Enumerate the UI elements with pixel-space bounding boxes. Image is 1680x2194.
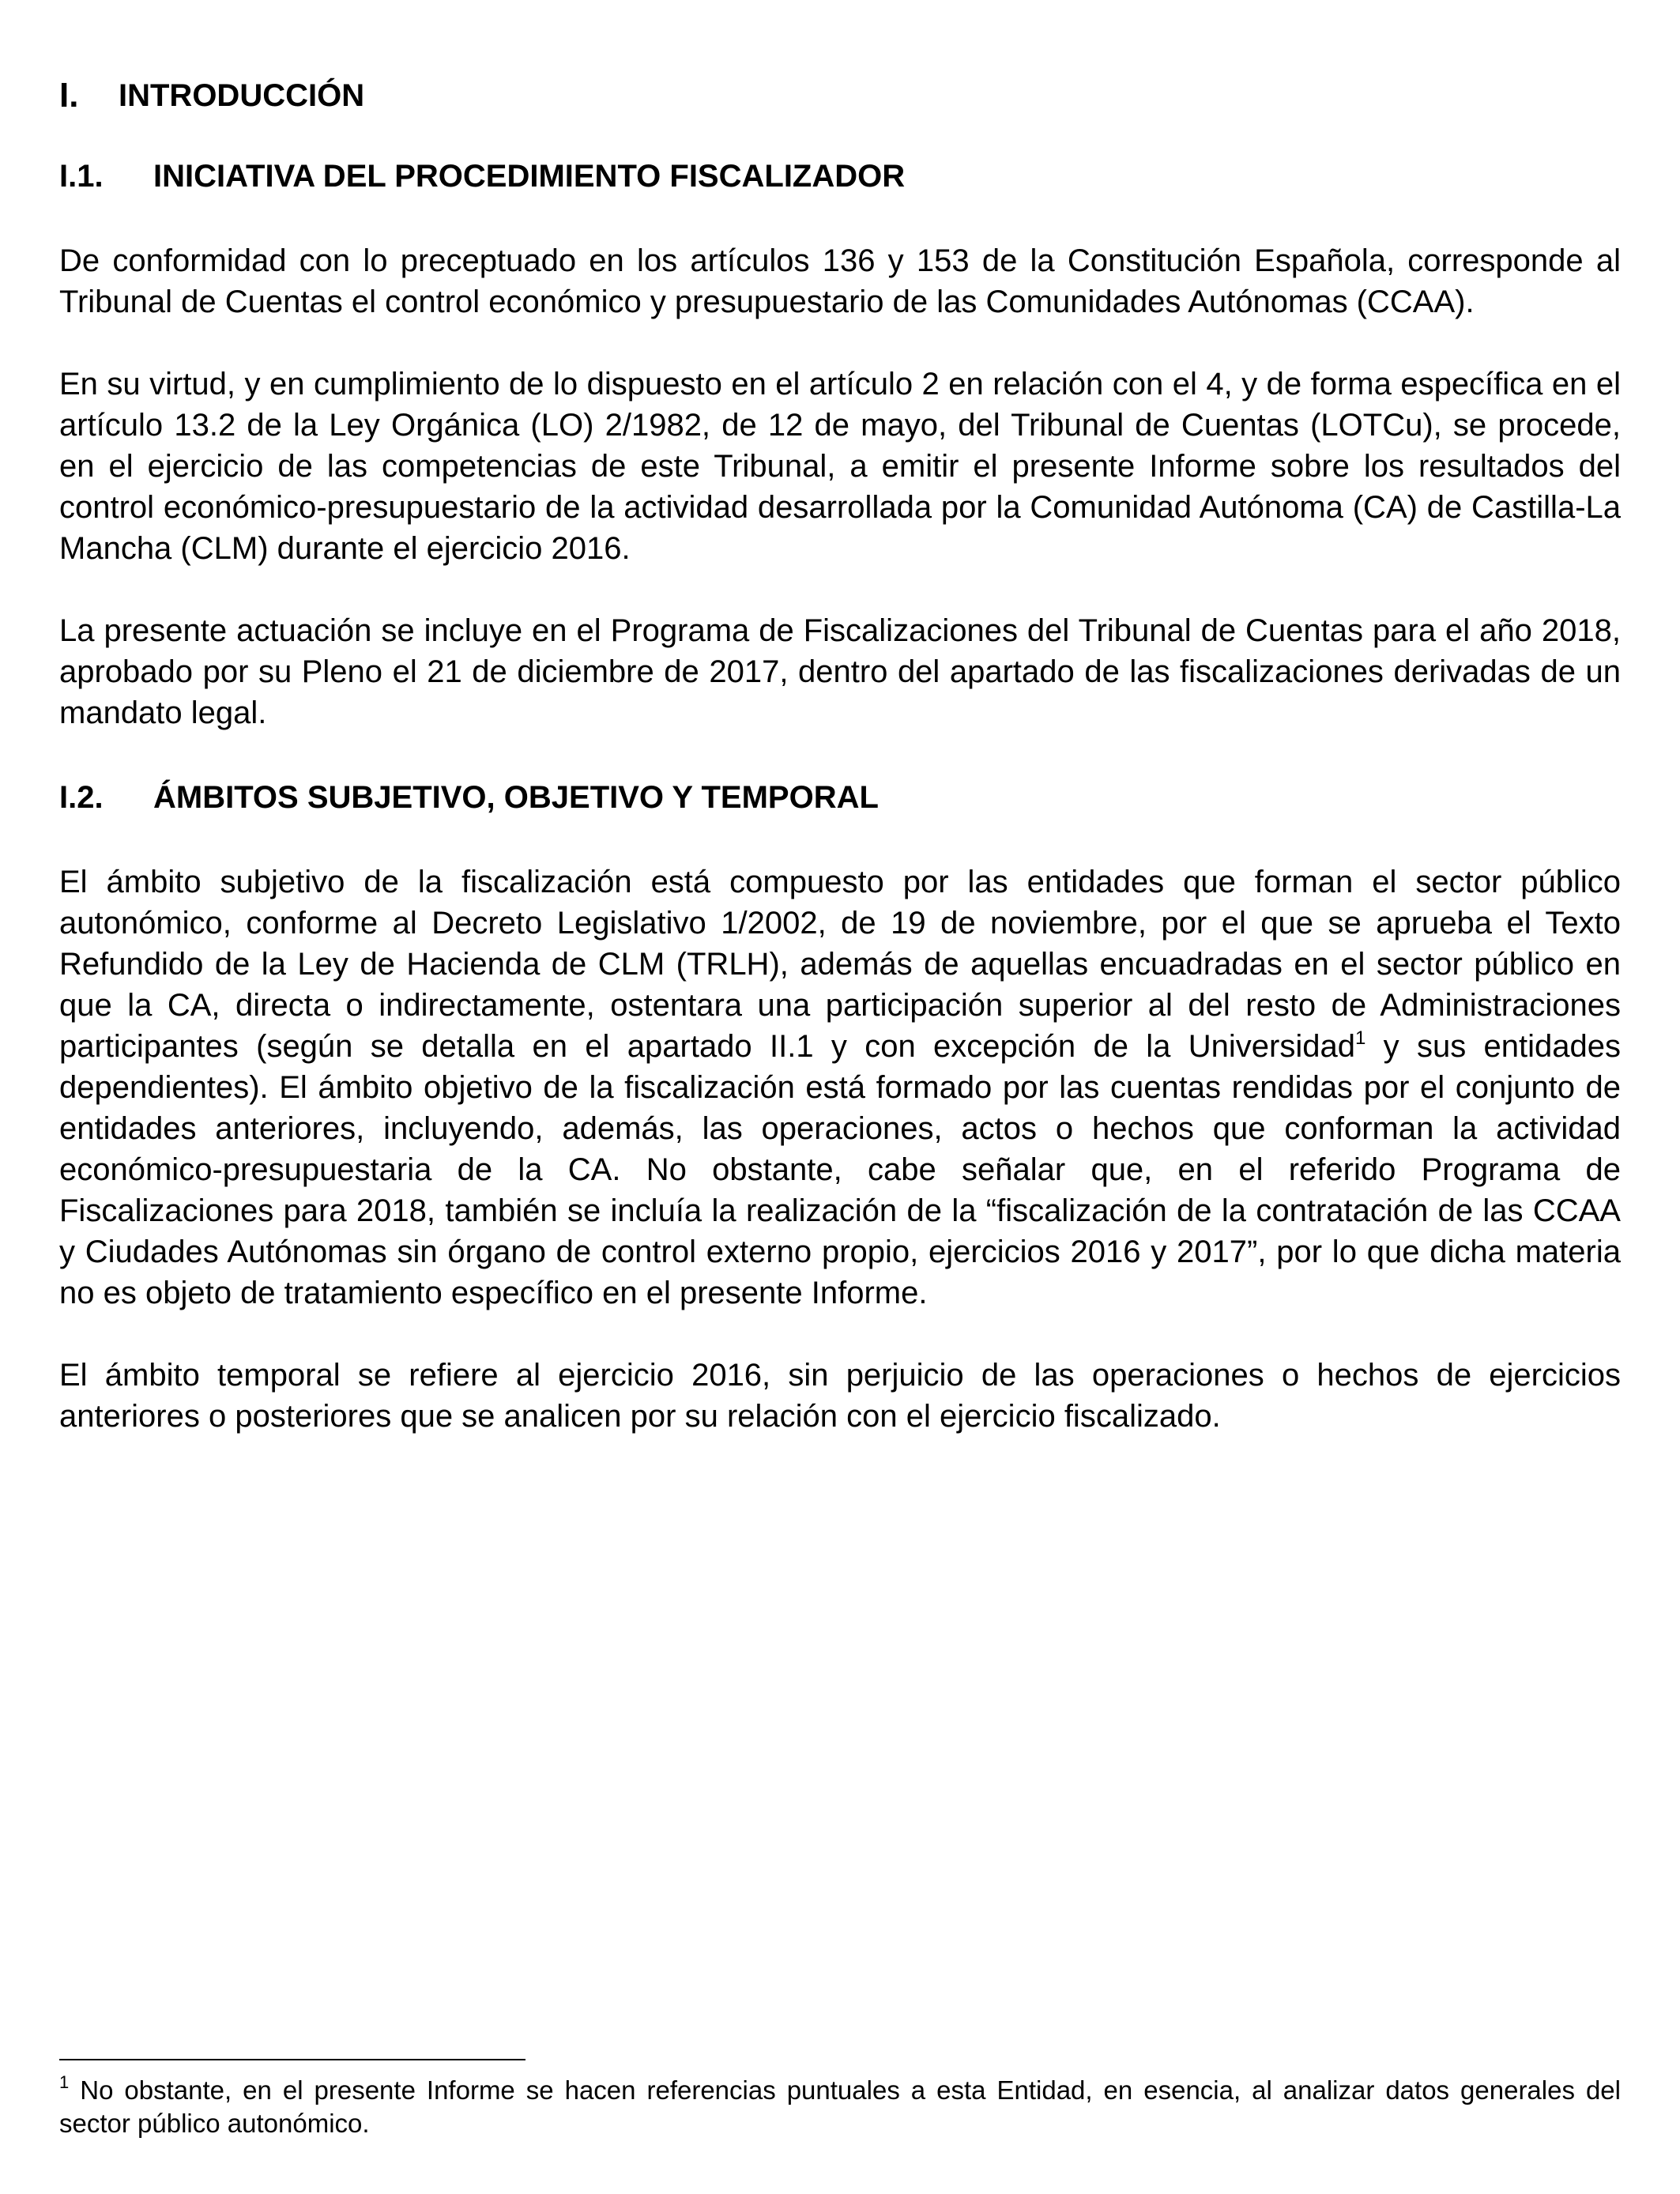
paragraph-en-su-virtud: En su virtud, y en cumplimiento de lo dispuesto en el artículo 2 en relación con el 4, y de forma específica en el artículo 13.2 de la Ley Orgánica (LO) 2/1982, de 12 de mayo, del Tribunal de Cuentas (LOTCu), se procede, en el ejercicio de las competencias de este Tribunal, a emitir el presente Informe sobre los resultados del control económico-presupuestario de la actividad desarrollada por la Comunidad Autónoma (CA) de Castilla-La Mancha (CLM) durante el ejercicio 2016. <box>59 367 1621 566</box>
subsection-title: INICIATIVA DEL PROCEDIMIENTO FISCALIZADOR <box>153 159 906 194</box>
section-heading-introduccion <box>59 75 1621 116</box>
subsection-title: ÁMBITOS SUBJETIVO, OBJETIVO Y TEMPORAL <box>153 780 879 815</box>
footnote-number: 1 <box>59 2072 70 2092</box>
subsection-heading-ambitos <box>59 777 1621 818</box>
paragraph-text: El ámbito subjetivo de la fiscalización está compuesto por las entidades que forman el sector público autonómico, conforme al Decreto Legislativo 1/2002, de 19 de noviembre, por el que se aprueba el Texto Refundido de la Ley de Hacienda de CLM (TRLH), además de aquellas encuadradas en el sector público en que la CA, directa o indirectamente, ostentara una participación superior al del resto de Administraciones participantes (según se detalla en el apartado II.1 y con excepción de la Universidad <box>59 865 1621 1064</box>
paragraph-ambito-subjetivo <box>59 861 1621 1314</box>
subsection-number: I.2. <box>59 780 104 815</box>
subsection-heading-iniciativa <box>59 156 1621 197</box>
section-number: I. <box>59 76 79 115</box>
paragraph-text: y sus entidades dependientes). El ámbito objetivo de la fiscalización está formado por las cuentas rendidas por el conjunto de entidades anteriores, incluyendo, además, las operaciones, actos o hechos que conforman la actividad económico-presupuestaria de la CA. No obstante, cabe señalar que, en el referido Programa de Fiscalizaciones para 2018, también se incluía la realización de la “fiscalización de la contratación de las CCAA y Ciudades Autónomas sin órgano de control externo propio, ejercicios 2016 y 2017”, por lo que dicha materia no es objeto de tratamiento específico en el presente Informe. <box>59 1029 1621 1310</box>
footnote <box>59 2074 1621 2140</box>
footnote-reference[interactable]: 1 <box>1354 1027 1366 1049</box>
paragraph-constitucion: De conformidad con lo preceptuado en los artículos 136 y 153 de la Constitución Española, corresponde al Tribunal de Cuentas el control económico y presupuestario de las Comunidades Autónomas (CCAA). <box>59 243 1621 319</box>
paragraph-programa-fiscalizaciones: La presente actuación se incluye en el Programa de Fiscalizaciones del Tribunal de Cuentas para el año 2018, aprobado por su Pleno el 21 de diciembre de 2017, dentro del apartado de las fiscalizaciones derivadas de un mandato legal. <box>59 613 1621 730</box>
paragraph-ambito-temporal: El ámbito temporal se refiere al ejercicio 2016, sin perjuicio de las operaciones o hechos de ejercicios anteriores o posteriores que se analicen por su relación con el ejercicio fiscalizado. <box>59 1358 1621 1434</box>
footnote-text: No obstante, en el presente Informe se hacen referencias puntuales a esta Entidad, en esencia, al analizar datos generales del sector público autonómico. <box>59 2075 1621 2138</box>
footnote-separator <box>59 2059 525 2060</box>
subsection-number: I.1. <box>59 159 104 194</box>
document-page <box>59 75 1621 1478</box>
section-title: INTRODUCCIÓN <box>119 78 365 113</box>
